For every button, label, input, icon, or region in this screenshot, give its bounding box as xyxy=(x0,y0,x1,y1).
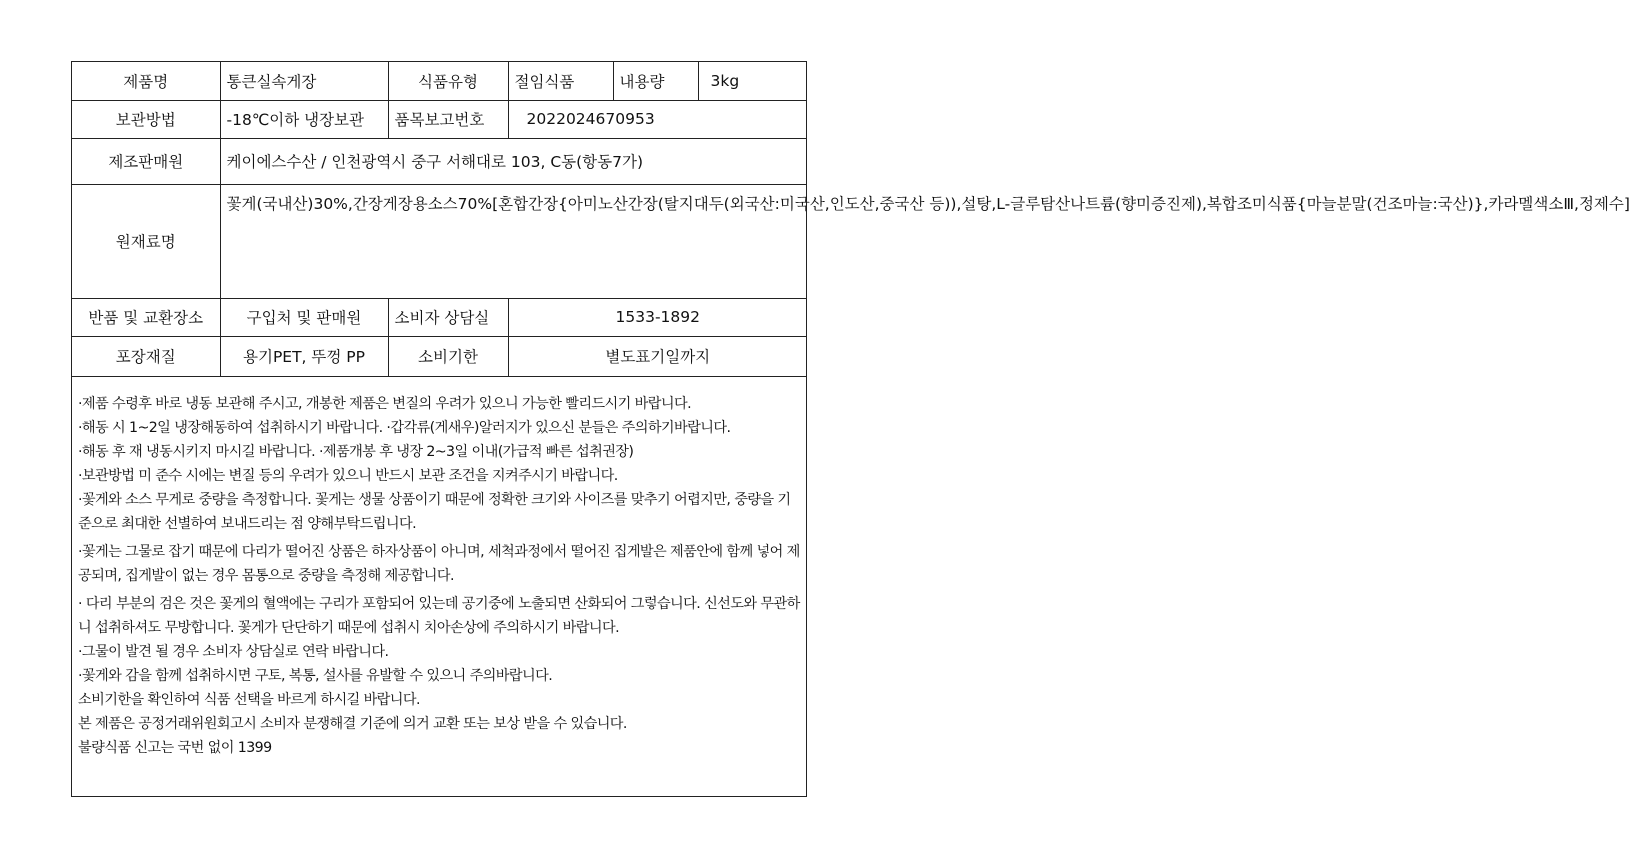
table-row xyxy=(72,184,807,298)
notice-line: ·제품 수령후 바로 냉동 보관해 주시고, 개봉한 제품은 변질의 우려가 있으니 가능한 빨리드시기 바랍니다. xyxy=(78,396,691,412)
volume-label: 내용량 xyxy=(613,62,698,100)
product-info-label xyxy=(71,61,1630,797)
table-row xyxy=(72,298,807,336)
report-no-label: 품목보고번호 xyxy=(388,100,508,138)
report-no-value: 2022024670953 xyxy=(508,100,807,138)
table-row xyxy=(72,138,807,184)
return-place-value: 구입처 및 판매원 xyxy=(220,298,388,336)
expiry-value: 별도표기일까지 xyxy=(508,336,807,376)
notice-line: 소비기한을 확인하여 식품 선택을 바르게 하시길 바랍니다. xyxy=(78,692,420,708)
packaging-label: 포장재질 xyxy=(72,336,220,376)
notice-line: ·꽃게와 감을 함께 섭취하시면 구토, 복통, 설사를 유발할 수 있으니 주의바랍니다. xyxy=(78,668,553,684)
volume-value: 3kg xyxy=(698,62,807,100)
notice-line: 불량식품 신고는 국번 없이 1399 xyxy=(78,740,272,756)
notice-line: ·보관방법 미 준수 시에는 변질 등의 우려가 있으니 반드시 보관 조건을 지켜주시기 바랍니다. xyxy=(78,468,618,484)
packaging-value: 용기PET, 뚜껑 PP xyxy=(220,336,388,376)
food-type-value: 절임식품 xyxy=(508,62,613,100)
notice-line: ·해동 후 재 냉동시키지 마시길 바랍니다. ·제품개봉 후 냉장 2~3일 이내(가급적 빠른 섭취권장) xyxy=(78,444,634,460)
notice-line: ·그물이 발견 될 경우 소비자 상담실로 연락 바랍니다. xyxy=(78,644,389,660)
product-name-label: 제품명 xyxy=(72,62,220,100)
consult-phone-value: 1533-1892 xyxy=(508,298,807,336)
consult-label: 소비자 상담실 xyxy=(388,298,508,336)
notice-line: ·해동 시 1~2일 냉장해동하여 섭취하시기 바랍니다. ·갑각류(게새우)알러지가 있으신 분들은 주의하기바랍니다. xyxy=(78,420,731,436)
product-name-value: 통큰실속게장 xyxy=(220,62,388,100)
expiry-label: 소비기한 xyxy=(388,336,508,376)
storage-label: 보관방법 xyxy=(72,100,220,138)
product-info-table xyxy=(72,62,1630,377)
notice-line: ·꽃게와 소스 무게로 중량을 측정합니다. 꽃게는 생물 상품이기 때문에 정확한 크기와 사이즈를 맞추기 어렵지만, 중량을 기준으로 최대한 선별하여 보내드리는 점 양해부탁드립니다. xyxy=(78,492,791,532)
food-type-label: 식품유형 xyxy=(388,62,508,100)
manufacturer-label: 제조판매원 xyxy=(72,138,220,184)
ingredients-label: 원재료명 xyxy=(72,184,220,298)
notice-line: · 다리 부분의 검은 것은 꽃게의 혈액에는 구리가 포함되어 있는데 공기중에 노출되면 산화되어 그렇습니다. 신선도와 무관하니 섭취하셔도 무방합니다. 꽃게가 단단하기 때문에 섭취시 치아손상에 주의하시기 바랍니다. xyxy=(78,596,800,636)
manufacturer-value: 케이에스수산 / 인천광역시 중구 서해대로 103, C동(항동7가) xyxy=(220,138,807,184)
storage-value: -18℃이하 냉장보관 xyxy=(220,100,388,138)
return-label: 반품 및 교환장소 xyxy=(72,298,220,336)
notice-section xyxy=(78,392,800,760)
table-row xyxy=(72,100,807,138)
notice-line: 본 제품은 공정거래위원회고시 소비자 분쟁해결 기준에 의거 교환 또는 보상 받을 수 있습니다. xyxy=(78,716,627,732)
table-row xyxy=(72,336,807,376)
table-row xyxy=(72,62,807,100)
ingredients-value: 꽃게(국내산)30%,간장게장용소스70%[혼합간장{아미노산간장(탈지대두(외국산:미국산,인도산,중국산 등)),설탕,L-글루탐산나트륨(향미증진제),복합조미식품{마늘분말(건조마늘:국산)},카라멜색소Ⅲ,정제수] xyxy=(220,184,807,298)
notice-line: ·꽃게는 그물로 잡기 때문에 다리가 떨어진 상품은 하자상품이 아니며, 세척과정에서 떨어진 집게발은 제품안에 함께 넣어 제공되며, 집게발이 없는 경우 몸통으로 중량을 측정해 제공합니다. xyxy=(78,544,800,584)
